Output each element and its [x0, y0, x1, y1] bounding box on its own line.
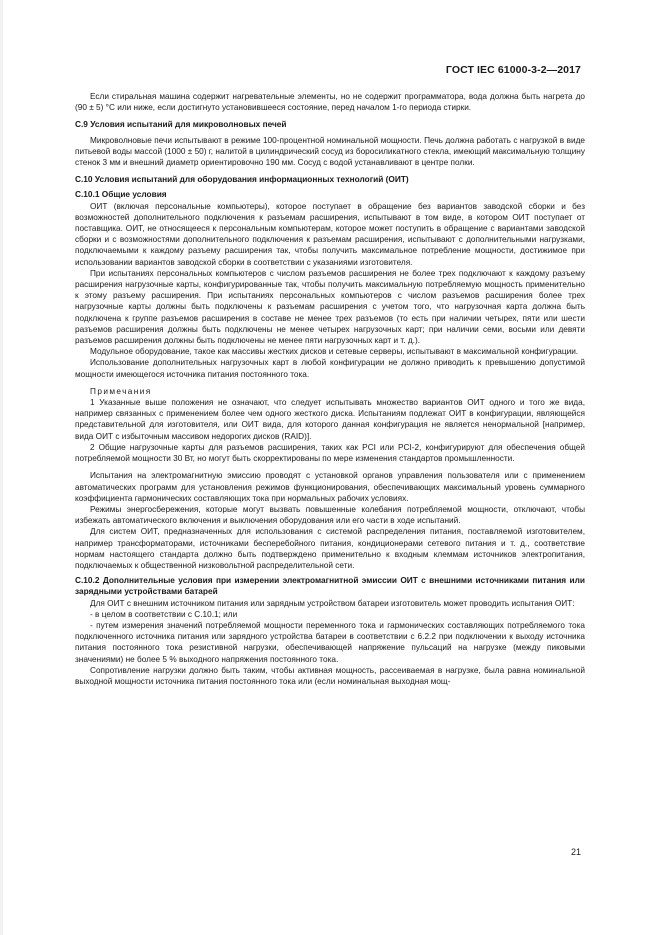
section-heading-c10: С.10 Условия испытаний для оборудования информационных технологий (ОИТ) — [75, 174, 409, 185]
document-body — [75, 91, 585, 687]
paragraph: ОИТ (включая персональные компьютеры), которое поступает в обращение без вариантов заводской сборки и без возможностей дополнительного подключения к разъемам расширения, испытывают в том виде, в котором ОИТ поступает от поставщика. ОИТ, не относящееся к персональным компьютерам, которое может поступить в обращение с вариантами заводской сборки и с возможностями дополнительного подключения к разъемам расширения, испытывают с дополнительными нагрузками, подключаемыми к каждому разъему расширения так, чтобы получить максимальное потребление мощности, достижимое при использовании вариантов заводской сборки в соответствии с указаниями изготовителя. — [75, 201, 585, 267]
page-edge — [0, 0, 3, 935]
notes-title: Примечания — [90, 386, 152, 396]
note-1: 1 Указанные выше положения не означают, что следует испытывать множество вариантов ОИТ одного и того же вида, например связанных с применением более чем одного жесткого диска. Испытаниям подлежат ОИТ в конфигурации, являющейся представительной для изготовителя, или ОИТ вида, для которого данная конфигурация не является ненормальной [например, вида ОИТ с избыточным массивом недорогих дисков (RAID)]. — [75, 398, 585, 441]
paragraph: Испытания на электромагнитную эмиссию проводят с установкой органов управления пользователя или с применением автоматических программ для установления режимов функционирования, обеспечивающих максимальный уровень суммарного коэффициента гармонических составляющих тока при нормальных рабочих условиях. — [75, 471, 585, 503]
paragraph: Режимы энергосбережения, которые могут вызвать повышенные колебания потребляемой мощности, отключают, чтобы избежать автоматического включения и выключения оборудования или его части в ходе испытаний. — [75, 504, 585, 526]
paragraph: Модульное оборудование, такое как массивы жестких дисков и сетевые серверы, испытывают в максимальной конфигурации. — [90, 347, 579, 357]
paragraph: Сопротивление нагрузки должно быть таким, чтобы активная мощность, рассеиваемая в нагрузке, была равна номинальной выходной мощности источника питания постоянного тока или (если номинальная выходная мощ- — [75, 665, 585, 686]
page-number: 21 — [570, 847, 581, 857]
paragraph: Использование дополнительных нагрузочных карт в любой конфигурации не должно приводить к превышению допустимой мощности имеющегося источника питания постоянного тока. — [75, 358, 585, 379]
section-heading-c9: С.9 Условия испытаний для микроволновых печей — [75, 119, 287, 130]
subsection-heading-c10-1: С.10.1 Общие условия — [75, 189, 167, 200]
paragraph: При испытаниях персональных компьютеров с числом разъемов расширения не более трех подключают к каждому разъему расширения нагрузочные карты, конфигурированные так, чтобы получить максимальную потребляемую мощность применительно к этому разъему расширения. При испытаниях персональных компьютеров с числом разъемов расширения более трех нагрузочные карты должны быть подключены к разъемам расширения с учетом того, что нагрузочная карта должна быть подключена к группе разъемов расширения в составе не менее трех разъемов (то есть при наличии четырех, пяти или шести разъемов расширения должны быть подключены не менее четырех нагрузочных карт; при наличии семи, восьми или девяти разъемов расширения должны быть подключены не менее пяти нагрузочных карт и т. д.). — [75, 268, 585, 346]
document-header: ГОСТ IEC 61000-3-2—2017 — [445, 64, 581, 76]
list-item: - путем измерения значений потребляемой мощности переменного тока и гармонических составляющих потребляемого тока подключенного источника питания или зарядного устройства батареи в соответствии с 6.2.2 при подключении к выходу источника питания постоянного тока резистивной нагрузки, обеспечивающей напряжение пульсаций на нагрузке (между пиковыми значениями) не более 5 % выходного напряжения постоянного тока. — [75, 620, 585, 664]
paragraph: Микроволновые печи испытывают в режиме 100-процентной номинальной мощности. Печь должна работать с нагрузкой в виде питьевой воды массой (1000 ± 50) г, налитой в цилиндрический сосуд из боросиликатного стекла, имеющий максимальную толщину стенок 3 мм и внешний диаметр ориентировочно 190 мм. Сосуд с водой устанавливают в центре полки. — [75, 135, 585, 168]
list-item: - в целом в соответствии с С.10.1; или — [90, 609, 238, 619]
subsection-heading-c10-2: С.10.2 Дополнительные условия при измерении электромагнитной эмиссии ОИТ с внешними источниками питания или зарядными устройствами батарей — [75, 575, 585, 597]
paragraph: Для систем ОИТ, предназначенных для использования с системой распределения питания, поставляемой изготовителем, например трансформаторами, источниками бесперебойного питания, кондиционерами сетевого питания и т. д., соответствие нормам настоящего стандарта должно быть подтверждено применительно к входным клеммам источников электропитания, подключаемых к общественной низковольтной распределительной сети. — [75, 527, 585, 570]
note-2: 2 Общие нагрузочные карты для разъемов расширения, таких как PCI или PCI-2, конфигурируют для обеспечения общей потребляемой мощности 30 Вт, но могут быть скорректированы по мере изменения стандартов промышленности. — [75, 442, 585, 464]
paragraph: Для ОИТ с внешним источником питания или зарядным устройством батареи изготовитель может проводить испытания ОИТ: — [90, 598, 575, 608]
paragraph: Если стиральная машина содержит нагревательные элементы, но не содержит программатора, вода должна быть нагрета до (90 ± 5) °С или ниже, если достигнуто установившееся состояние, перед началом 1-го периода стирки. — [75, 92, 585, 113]
